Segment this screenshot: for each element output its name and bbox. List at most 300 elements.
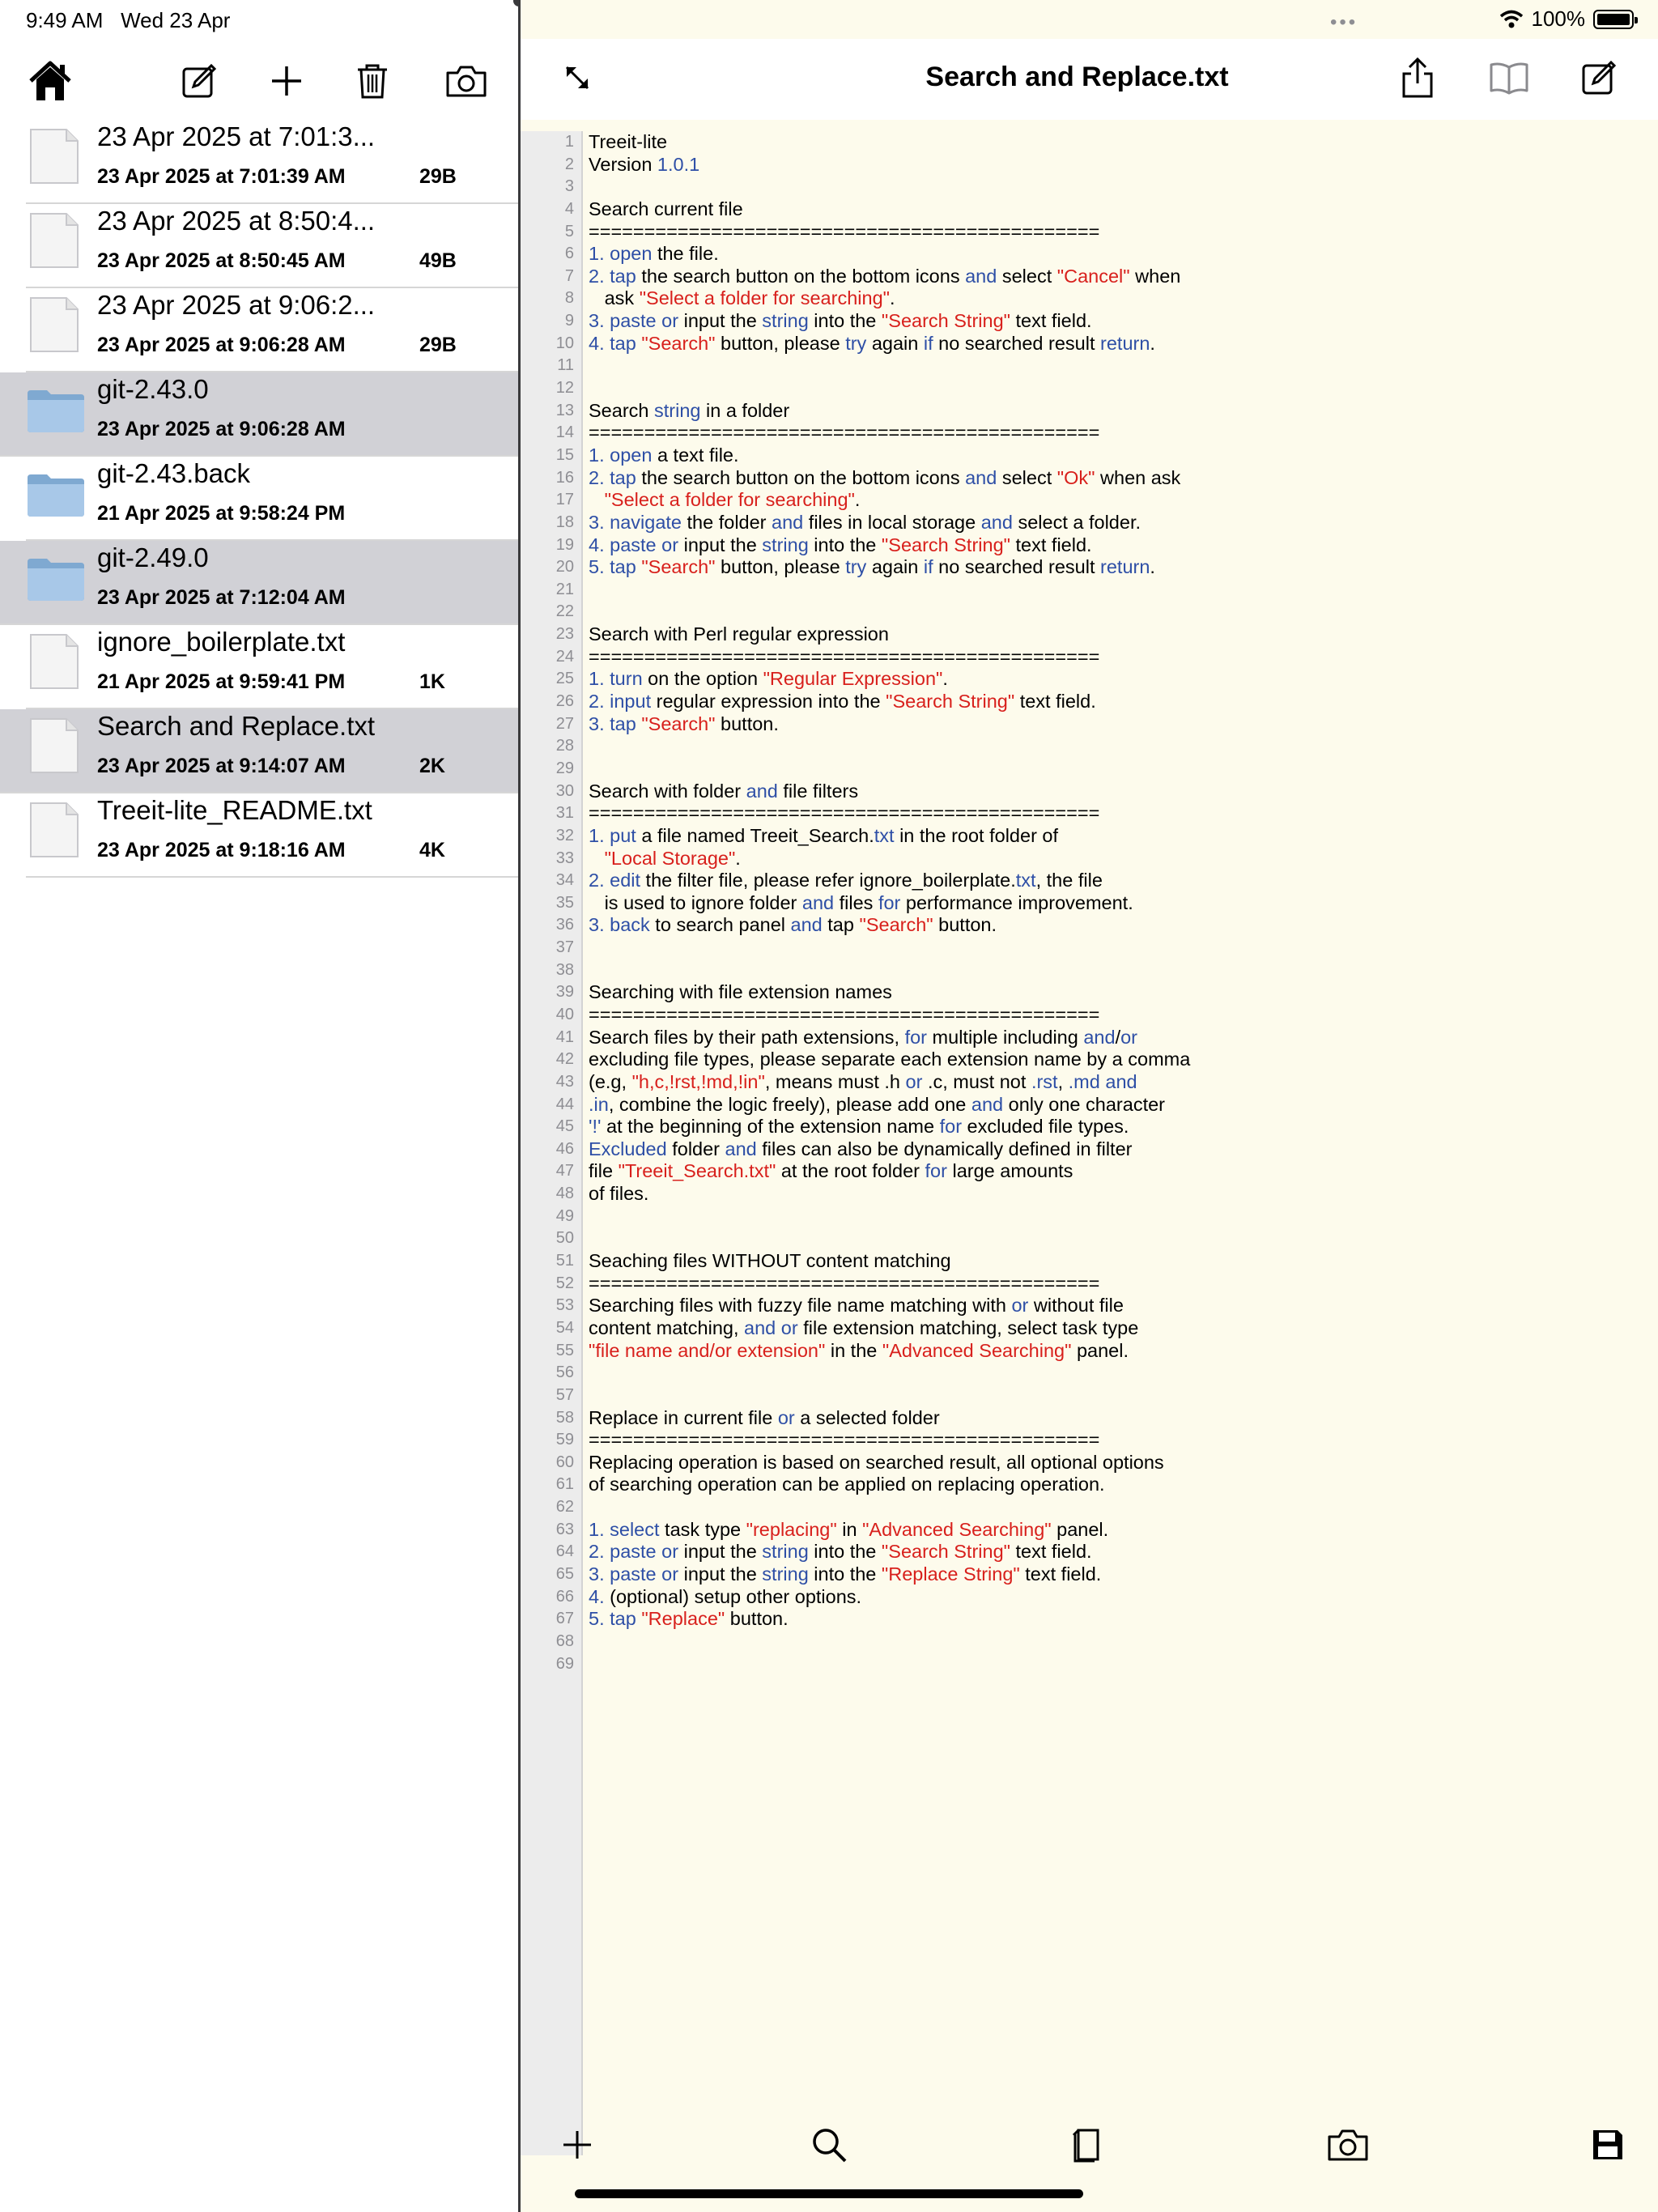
line-number: 45 [555,1117,574,1136]
plus-icon[interactable] [551,2118,604,2172]
text-token: Search with folder [589,780,746,802]
text-token: Version [589,153,657,175]
editor-line[interactable] [521,601,1658,623]
editor-line[interactable] [521,131,1658,154]
editor-line[interactable] [521,870,1658,892]
text-token: ============================================== [589,645,1100,667]
line-text [589,243,719,266]
keyword-token: and [744,1317,776,1338]
keyword-token: for [878,891,901,913]
editor-line[interactable] [521,1407,1658,1430]
keyword-token: and [746,780,778,802]
line-text [589,1295,1124,1317]
file-date: 23 Apr 2025 at 9:14:07 AM [97,755,346,777]
editor-line[interactable] [521,355,1658,377]
text-token: of files. [589,1183,649,1205]
file-row[interactable] [26,120,518,204]
text-token: . [854,489,861,511]
text-token: regular expression into the [651,691,886,713]
file-size: 49B [419,249,457,272]
editor-line[interactable] [521,287,1658,310]
editor-line[interactable] [521,1071,1658,1094]
text-token: button, please [715,332,846,354]
line-number: 51 [555,1252,574,1270]
status-time: 9:49 AM [26,8,104,32]
file-row[interactable] [26,625,518,709]
text-token: large amounts [946,1160,1073,1182]
keyword-token: or [661,1563,679,1585]
folder-row[interactable] [0,541,518,625]
line-number: 11 [557,356,574,375]
keyword-token: and [980,511,1013,533]
keyword-token: 1. [589,1518,610,1540]
line-number: 61 [555,1475,574,1494]
file-name: git-2.43.0 [97,374,209,404]
editor-line[interactable] [521,646,1658,669]
line-number: 14 [555,423,574,442]
keyword-token: paste [610,1563,657,1585]
editor-line[interactable] [521,1653,1658,1676]
string-token: "Replace" [641,1608,725,1630]
line-text [589,1563,1101,1586]
keyword-token: or [661,534,679,555]
document-icon [26,211,83,270]
line-number: 52 [555,1274,574,1292]
line-text [589,310,1092,333]
keyword-token: if [923,332,933,354]
file-date: 21 Apr 2025 at 9:58:24 PM [97,502,346,525]
text-token: panel. [1071,1339,1129,1361]
keyword-token: tap [610,713,636,734]
file-row[interactable] [26,793,518,878]
editor-line[interactable] [521,489,1658,512]
keyword-token: .md [1068,1070,1100,1092]
text-token: files in local storage [803,511,981,533]
editor-line[interactable] [521,1227,1658,1250]
editor-line[interactable] [521,981,1658,1004]
line-number: 26 [555,692,574,711]
document-icon [26,295,83,355]
line-number: 42 [555,1050,574,1069]
line-number: 16 [555,468,574,487]
editor-line[interactable] [521,1160,1658,1183]
editor-line[interactable] [521,781,1658,803]
text-token: Treeit-lite [589,131,668,152]
editor-line[interactable] [521,848,1658,870]
text-token: text field. [1010,310,1092,332]
text-token: again [866,556,924,578]
editor-line[interactable] [521,825,1658,848]
text-token: excluded file types. [962,1116,1129,1138]
page-icon[interactable] [1060,2118,1113,2172]
keyword-token: or [1120,1026,1137,1048]
line-number: 37 [555,938,574,957]
editor-line[interactable] [521,266,1658,288]
keyword-token: string [762,310,809,332]
keyword-token: and [790,914,823,936]
text-token: again [866,332,924,354]
search-icon[interactable] [802,2118,856,2172]
line-text [589,154,699,177]
keyword-token: 1. [589,444,610,466]
editor-line[interactable] [521,668,1658,691]
keyword-token: 2. [589,691,610,713]
text-token: Search files by their path extensions, [589,1026,905,1048]
line-text [589,1250,951,1273]
share-icon[interactable] [1393,53,1442,102]
line-text [589,1027,1137,1049]
status-time-date [26,8,230,33]
keyword-token: navigate [610,511,682,533]
line-number: 9 [564,312,574,330]
editor-line[interactable] [521,422,1658,445]
text-token: input the [678,534,763,555]
line-number: 63 [555,1520,574,1538]
line-number: 4 [564,199,574,218]
line-number: 40 [555,1005,574,1023]
text-token: . [735,847,741,869]
string-token: "h,c,!rst,!md,!in" [631,1070,765,1092]
editor-line[interactable] [521,758,1658,781]
string-token: "Treeit_Search.txt" [618,1160,776,1182]
editor-line[interactable] [521,623,1658,646]
keyword-token: or [1011,1295,1029,1317]
text-token: file filters [777,780,859,802]
keyword-token: .rst [1031,1070,1058,1092]
editor-line[interactable] [521,377,1658,400]
line-text [589,668,948,691]
keyword-token: string [762,1563,809,1585]
multitasking-dots-icon[interactable]: ••• [1330,11,1358,33]
editor-line[interactable] [521,400,1658,423]
editor-line[interactable] [521,1474,1658,1496]
text-token: of searching operation can be applied on replacing operation. [589,1474,1105,1495]
line-text [589,221,1099,244]
file-name: git-2.49.0 [97,542,209,572]
text-token: , [1057,1070,1069,1092]
line-text [589,1317,1138,1340]
book-icon[interactable] [1485,53,1533,102]
line-text [589,266,1180,288]
line-text [589,1071,1137,1094]
line-number: 15 [555,445,574,464]
editor-line[interactable] [521,802,1658,825]
editor-header [521,39,1658,120]
line-text [589,556,1155,579]
text-token: on the option [642,668,763,690]
line-text [589,1474,1105,1496]
text-token: Searching with file extension names [589,981,892,1003]
file-row[interactable] [26,204,518,288]
line-number: 23 [555,625,574,644]
string-token: "replacing" [746,1518,837,1540]
line-number: 60 [555,1453,574,1471]
string-token: "Search String" [886,691,1015,713]
editor-line[interactable] [521,512,1658,534]
string-token: "Advanced Searching" [882,1339,1072,1361]
text-token: files [834,891,878,913]
file-row[interactable] [0,709,518,793]
keyword-token: and [1105,1070,1137,1092]
camera-icon[interactable] [1321,2118,1375,2172]
line-number: 6 [564,245,574,263]
keyword-token: and [801,891,835,913]
editor-line[interactable] [521,914,1658,937]
text-token: ask [589,287,640,309]
home-indicator[interactable] [575,2189,1083,2198]
line-number: 8 [564,289,574,308]
editor-line[interactable] [521,1116,1658,1138]
line-number: 33 [555,849,574,867]
editor-line[interactable] [521,1496,1658,1519]
text-token: into the [808,1563,882,1585]
editor-line[interactable] [521,1138,1658,1161]
text-token: a selected folder [794,1406,940,1428]
editor-line[interactable] [521,1519,1658,1542]
file-name: 23 Apr 2025 at 8:50:4... [97,206,376,236]
keyword-token: and [725,1138,757,1159]
editor-bottom-toolbar [521,2113,1658,2178]
keyword-token: 4. [589,534,610,555]
editor-line[interactable] [521,959,1658,982]
editor-line[interactable] [521,579,1658,602]
file-row[interactable] [26,288,518,372]
editor-line[interactable] [521,1563,1658,1586]
text-token: when ask [1095,466,1181,488]
keyword-token: tap [610,265,636,287]
editor-line[interactable] [521,1027,1658,1049]
file-date: 23 Apr 2025 at 7:12:04 AM [97,586,346,609]
text-token: when [1129,265,1181,287]
edit-icon[interactable] [1575,53,1623,102]
editor-line[interactable] [521,154,1658,177]
editor-line[interactable] [521,892,1658,915]
keyword-token: paste [610,534,657,555]
editor-line[interactable] [521,1183,1658,1206]
line-text [589,646,1099,669]
file-name: Treeit-lite_README.txt [97,795,372,825]
editor-line[interactable] [521,1608,1658,1631]
editor-line[interactable] [521,937,1658,959]
text-token: no searched result [933,332,1101,354]
text-token: Search with Perl regular expression [589,623,889,645]
editor-line[interactable] [521,467,1658,490]
text-token: into the [808,310,882,332]
editor-line[interactable] [521,1049,1658,1071]
string-token: "Search" [641,332,716,354]
line-number: 38 [555,960,574,979]
line-text [589,1519,1108,1542]
line-number: 20 [555,558,574,576]
editor-line[interactable] [521,691,1658,713]
line-text [589,713,779,736]
line-number: 47 [555,1162,574,1180]
camera-icon[interactable] [440,55,492,107]
editor-line[interactable] [521,1586,1658,1609]
line-text [589,623,889,646]
text-token: to search panel [649,914,791,936]
line-number: 10 [555,334,574,352]
editor-line[interactable] [521,1206,1658,1228]
line-text [589,1116,1129,1138]
text-token: / [1115,1026,1121,1048]
keyword-token: put [610,824,636,846]
editor-line[interactable] [521,1250,1658,1273]
line-text [589,1340,1129,1363]
line-number: 21 [555,580,574,598]
line-text [589,1094,1165,1117]
text-token: no searched result [933,556,1101,578]
line-number: 46 [555,1139,574,1158]
keyword-token: or [780,1317,798,1338]
wifi-icon [1499,10,1524,29]
editor-line[interactable] [521,243,1658,266]
editor-line[interactable] [521,1317,1658,1340]
line-text [589,489,860,512]
folder-row[interactable] [0,372,518,457]
document-icon [26,800,83,860]
document-icon [26,632,83,691]
line-text [589,825,1058,848]
file-date: 23 Apr 2025 at 9:18:16 AM [97,839,346,861]
text-token: Search [589,399,654,421]
keyword-token: 2. [589,466,610,488]
string-token: "Select a folder for searching" [604,489,855,511]
line-text [589,131,667,154]
line-number: 18 [555,513,574,531]
keyword-token: and [1083,1026,1116,1048]
document-icon [26,716,83,776]
keyword-token: 2. [589,870,610,891]
line-text [589,981,892,1004]
keyword-token: and [965,265,997,287]
plus-icon[interactable] [261,55,312,107]
trash-icon[interactable] [346,55,398,107]
editor-line[interactable] [521,1429,1658,1452]
line-text [589,1049,1190,1071]
line-text [589,1407,940,1430]
keyword-token: open [610,444,653,466]
home-icon[interactable] [24,55,76,107]
text-token: ============================================== [589,1429,1100,1451]
keyword-token: txt [874,824,895,846]
editor-line[interactable] [521,735,1658,758]
line-number: 41 [555,1027,574,1046]
folder-row[interactable] [26,457,518,541]
text-token: , means must .h [764,1070,906,1092]
line-number: 44 [555,1095,574,1113]
folder-icon [26,379,83,439]
editor-line[interactable] [521,176,1658,198]
text-token: button, please [715,556,846,578]
file-size: 2K [419,755,445,777]
line-number: 35 [555,893,574,912]
keyword-token: for [939,1116,963,1138]
line-number: 24 [555,647,574,666]
text-token: ============================================== [589,1003,1100,1025]
keyword-token: paste [610,1541,657,1563]
keyword-token: Excluded [589,1138,667,1159]
text-token: the filter file, please refer ignore_boilerplate. [640,870,1016,891]
document-title: Search and Replace.txt [925,62,1229,92]
string-token: "file name and/or extension" [589,1339,826,1361]
line-text [589,445,739,467]
compose-icon[interactable] [173,55,225,107]
keyword-token: try [845,556,867,578]
line-number: 28 [555,737,574,755]
line-number: 3 [564,177,574,196]
editor-line[interactable] [521,1362,1658,1385]
editor-line[interactable] [521,198,1658,221]
editor-line[interactable] [521,556,1658,579]
text-token: ============================================== [589,1272,1100,1294]
editor-line[interactable] [521,1004,1658,1027]
keyword-token: or [777,1406,795,1428]
string-token: "Regular Expression" [763,668,943,690]
text-token: Seaching files WITHOUT content matching [589,1250,951,1272]
editor-line[interactable] [521,1295,1658,1317]
line-number: 19 [555,535,574,554]
text-token: input the [678,310,763,332]
editor-line[interactable] [521,445,1658,467]
text-token: the search button on the bottom icons [636,466,966,488]
text-token: .c, must not [922,1070,1031,1092]
line-number: 64 [555,1542,574,1561]
keyword-token: '!' [589,1116,602,1138]
editor-line[interactable] [521,1631,1658,1653]
line-number: 43 [555,1072,574,1091]
editor-line[interactable] [521,1452,1658,1474]
editor-line[interactable] [521,1094,1658,1117]
text-token: Replacing operation is based on searched result, all optional options [589,1451,1164,1473]
line-text [589,914,997,937]
line-number: 32 [555,826,574,844]
line-number: 66 [555,1587,574,1606]
keyword-token: 1. [589,824,610,846]
editor-line[interactable] [521,333,1658,355]
editor-line[interactable] [521,1340,1658,1363]
keyword-token: 5. [589,556,610,578]
keyword-token: string [762,1541,809,1563]
keyword-token: for [925,1160,947,1182]
text-token: task type [659,1518,746,1540]
save-icon[interactable] [1581,2118,1635,2172]
editor-line[interactable] [521,713,1658,736]
keyword-token: 3. [589,914,610,936]
text-token: the search button on the bottom icons [636,265,966,287]
file-name: git-2.43.back [97,458,250,488]
editor-line[interactable] [521,310,1658,333]
text-token: performance improvement. [900,891,1133,913]
text-token: button. [725,1608,789,1630]
keyword-token: txt [1015,870,1036,891]
editor-pane [521,0,1658,2212]
editor-line[interactable] [521,221,1658,244]
editor-line[interactable] [521,1385,1658,1407]
editor-line[interactable] [521,1541,1658,1563]
text-token: file extension matching, select task type [797,1317,1139,1338]
text-token: the file. [652,243,719,265]
editor-line[interactable] [521,1273,1658,1295]
string-token: "Search String" [881,1541,1010,1563]
editor-line[interactable] [521,534,1658,557]
text-token: Replace in current file [589,1406,778,1428]
line-number: 62 [555,1498,574,1516]
line-text [589,781,858,803]
text-token: . [1150,332,1155,354]
text-token: (optional) setup other options. [610,1585,862,1607]
file-name: 23 Apr 2025 at 9:06:2... [97,290,376,320]
